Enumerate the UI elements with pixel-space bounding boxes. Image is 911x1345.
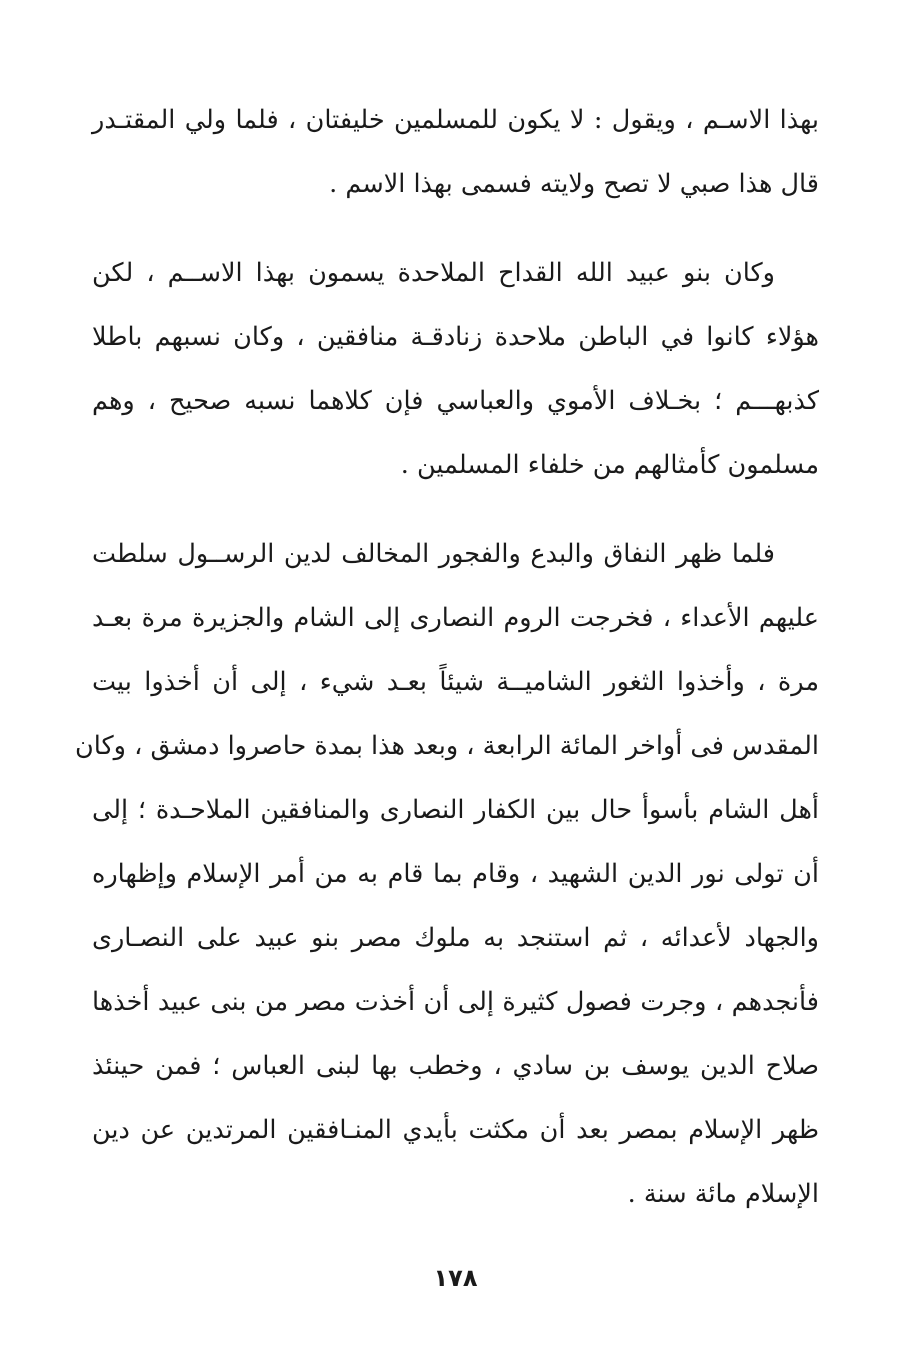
text-line: مسلمون كأمثالهم من خلفاء المسلمين . [400, 450, 819, 480]
paragraph-gap [92, 497, 819, 522]
text-line: ظهر الإسلام بمصر بعد أن مكثت بأيدي المنـافقين المرتدين عن دين [92, 1115, 819, 1145]
text-line: الإسلام مائة سنة . [627, 1179, 819, 1209]
text-line: المقدس فى أواخر المائة الرابعة ، وبعد هذا بمدة حاصروا دمشق ، وكان [75, 731, 819, 761]
paragraph-3 [75, 522, 819, 1226]
text-line: فأنجدهم ، وجرت فصول كثيرة إلى أن أخذت مصر من بنى عبيد أخذها [92, 987, 819, 1017]
text-line: بهذا الاسـم ، ويقول : لا يكون للمسلمين خليفتان ، فلما ولي المقتـدر [92, 105, 819, 135]
body-text [75, 88, 819, 1226]
text-line: وكان بنو عبيد الله القداح الملاحدة يسمون بهذا الاســم ، لكن [92, 258, 775, 288]
text-line: أن تولى نور الدين الشهيد ، وقام بما قام به من أمر الإسلام وإظهاره [92, 859, 819, 889]
text-line: كذبهـــم ؛ بخـلاف الأموي والعباسي فإن كلاهما نسبه صحيح ، وهم [92, 386, 819, 416]
text-line: فلما ظهر النفاق والبدع والفجور المخالف لدين الرســول سلطت [92, 539, 775, 569]
text-line: عليهم الأعداء ، فخرجت الروم النصارى إلى الشام والجزيرة مرة بعـد [92, 603, 819, 633]
paragraph-gap [92, 216, 819, 241]
page-number: ١٧٨ [433, 1264, 478, 1292]
paragraph-2 [92, 241, 819, 497]
text-line: هؤلاء كانوا في الباطن ملاحدة زنادقـة منافقين ، وكان نسبهم باطلا [92, 322, 819, 352]
text-line: صلاح الدين يوسف بن سادي ، وخطب بها لبنى العباس ؛ فمن حينئذ [92, 1051, 819, 1081]
text-line: قال هذا صبي لا تصح ولايته فسمى بهذا الاسم . [329, 169, 819, 199]
text-line: أهل الشام بأسوأ حال بين الكفار النصارى والمنافقين الملاحـدة ؛ إلى [92, 795, 819, 825]
text-line: والجهاد لأعدائه ، ثم استنجد به ملوك مصر بنو عبيد على النصـارى [92, 923, 819, 953]
paragraph-1 [92, 88, 819, 216]
text-line: مرة ، وأخذوا الثغور الشاميــة شيئاً بعـد شيء ، إلى أن أخذوا بيت [92, 667, 819, 697]
